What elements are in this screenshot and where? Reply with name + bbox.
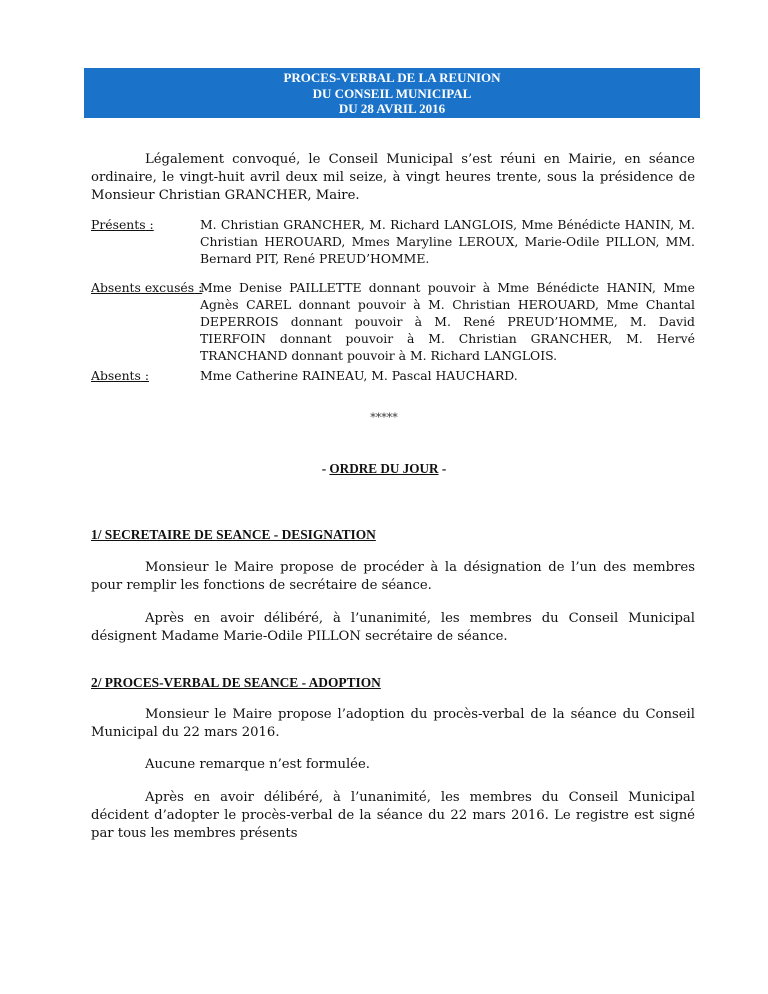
agenda-suffix: - (438, 461, 447, 476)
section-2-paragraph-2: Aucune remarque n’est formulée. (145, 757, 370, 772)
absents-list: Mme Catherine RAINEAU, M. Pascal HAUCHARD. (200, 368, 518, 383)
separator: ***** (370, 411, 398, 424)
section-1-paragraph-2: Après en avoir délibéré, à l’unanimité, les membres du Conseil Municipal désignent Madame Marie-Odile PILLON secrétaire de séance. (91, 611, 695, 644)
excuses-list: Mme Denise PAILLETTE donnant pouvoir à Mme Bénédicte HANIN, Mme Agnès CAREL donnant pouvoir à M. Christian HEROUARD, Mme Chantal DEPERROIS donnant pouvoir à M. René PREUD’HOMME, M. David TIERFOIN donnant pouvoir à M. Christian GRANCHER, M. Hervé TRANCHAND donnant pouvoir à M. Richard LANGLOIS. (200, 280, 695, 363)
title-banner (84, 68, 700, 118)
section-1-paragraph-1: Monsieur le Maire propose de procéder à la désignation de l’un des membres pour remplir les fonctions de secrétaire de séance. (91, 560, 695, 593)
title-line-2: DU CONSEIL MUNICIPAL (312, 85, 472, 101)
presents-list: M. Christian GRANCHER, M. Richard LANGLOIS, Mme Bénédicte HANIN, M. Christian HEROUARD, Mmes Maryline LEROUX, Marie-Odile PILLON, MM. Bernard PIT, René PREUD’HOMME. (200, 217, 695, 266)
section-2-paragraph-3: Après en avoir délibéré, à l’unanimité, les membres du Conseil Municipal décident d’adopter le procès-verbal de la séance du 22 mars 2016. Le registre est signé par tous les membres présents (91, 790, 695, 841)
agenda-title-text: ORDRE DU JOUR (329, 461, 439, 476)
presents-label: Présents : (91, 217, 154, 232)
intro-paragraph: Légalement convoqué, le Conseil Municipal s’est réuni en Mairie, en séance ordinaire, le vingt-huit avril deux mil seize, à vingt heures trente, sous la présidence de Monsieur Christian GRANCHER, Maire. (91, 152, 695, 203)
section-2-heading: 2/ PROCES-VERBAL DE SEANCE - ADOPTION (91, 675, 381, 690)
section-1-heading: 1/ SECRETAIRE DE SEANCE - DESIGNATION (91, 527, 376, 542)
section-2-paragraph-1: Monsieur le Maire propose l’adoption du procès-verbal de la séance du Conseil Municipal du 22 mars 2016. (91, 707, 695, 740)
excuses-label: Absents excusés : (91, 280, 203, 295)
agenda-title (0, 461, 768, 477)
title-line-3: DU 28 AVRIL 2016 (338, 101, 446, 116)
absents-label: Absents : (91, 368, 150, 383)
agenda-prefix: - (321, 461, 330, 476)
title-line-1: PROCES-VERBAL DE LA REUNION (283, 70, 501, 85)
